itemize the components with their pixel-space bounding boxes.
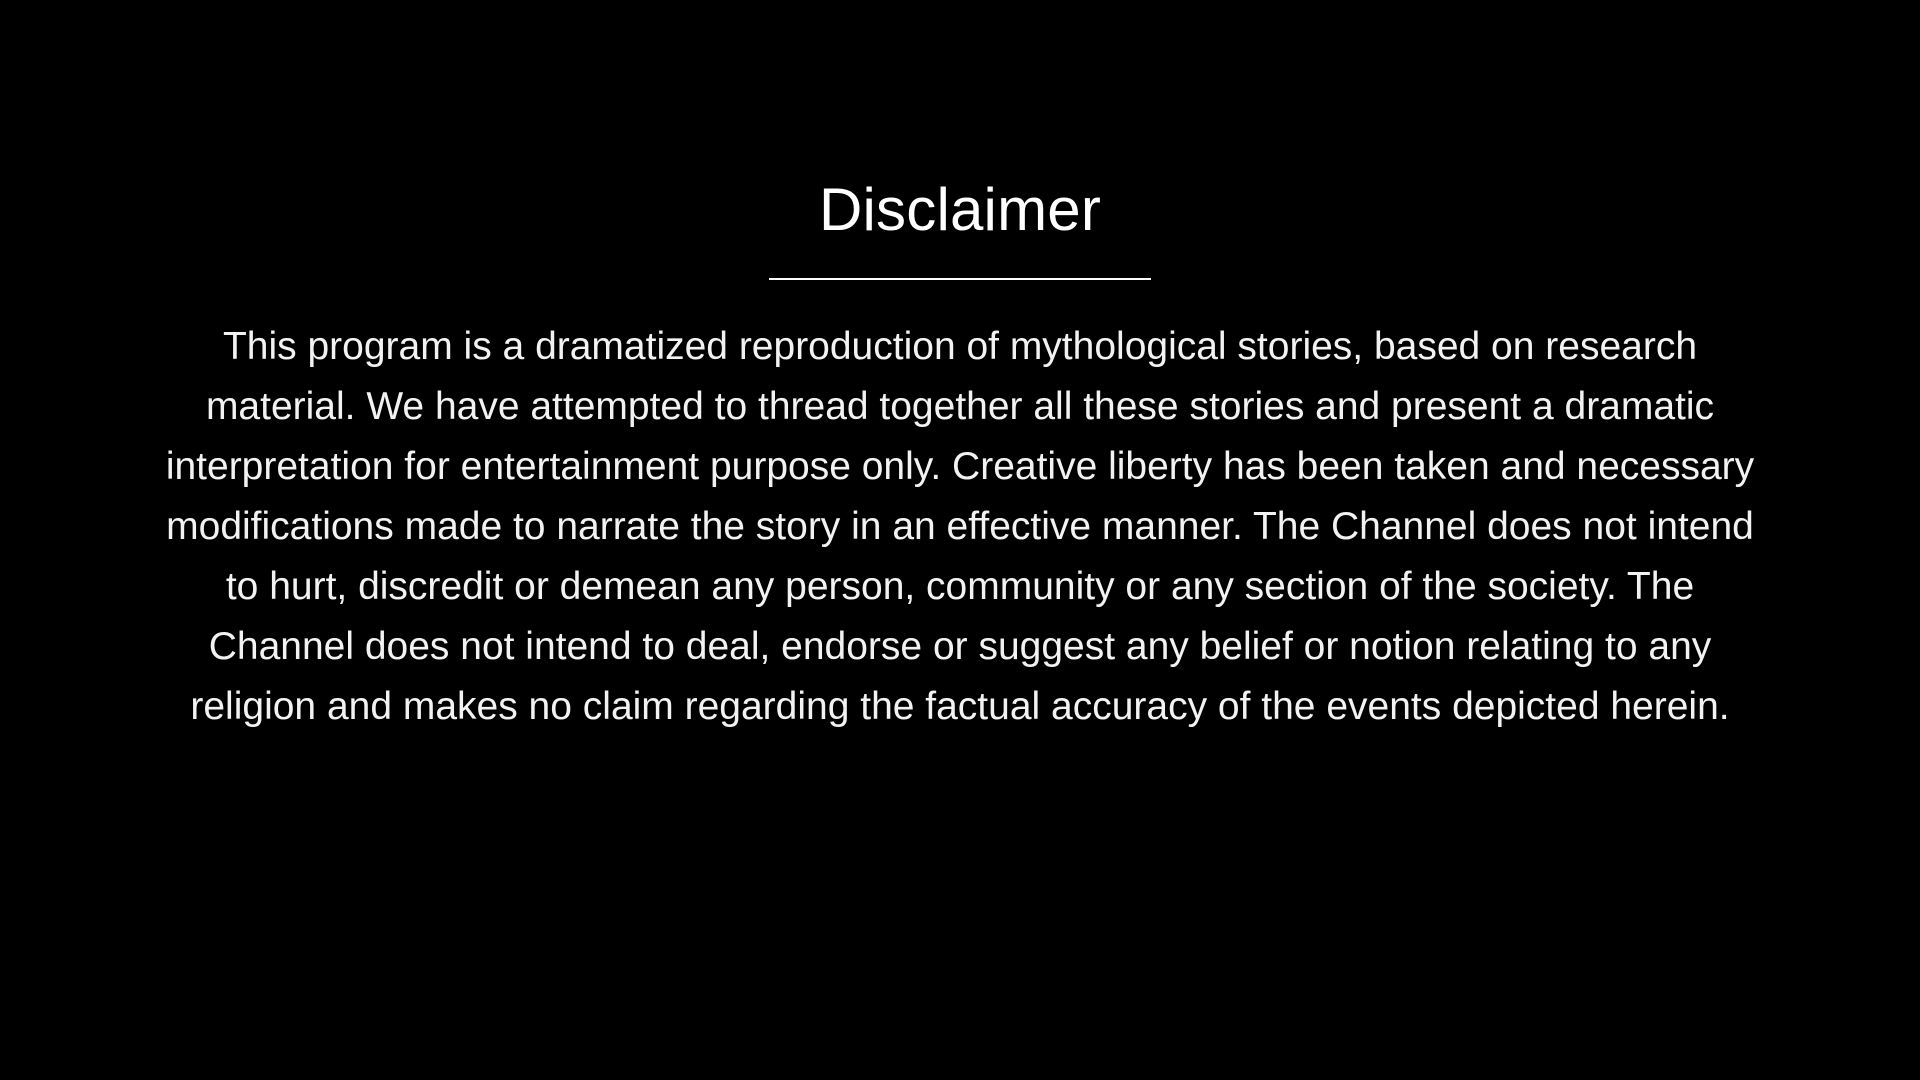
page-title: Disclaimer — [818, 176, 1102, 243]
disclaimer-body-text: This program is a dramatized reproduction of mythological stories, based on research material. We have attempted to thread together all these stories and present a dramatic interpretation for entertainment purpose only. Creative liberty has been taken and necessary modifications made to narrate the story in an effective manner. The Channel does not intend to hurt, discredit or demean any person, community or any section of the society. The Channel does not intend to deal, endorse or suggest any belief or notion relating to any religion and makes no claim regarding the factual accuracy of the events depicted herein. — [165, 325, 1755, 728]
title-block — [769, 178, 1151, 280]
title-divider — [769, 278, 1151, 280]
